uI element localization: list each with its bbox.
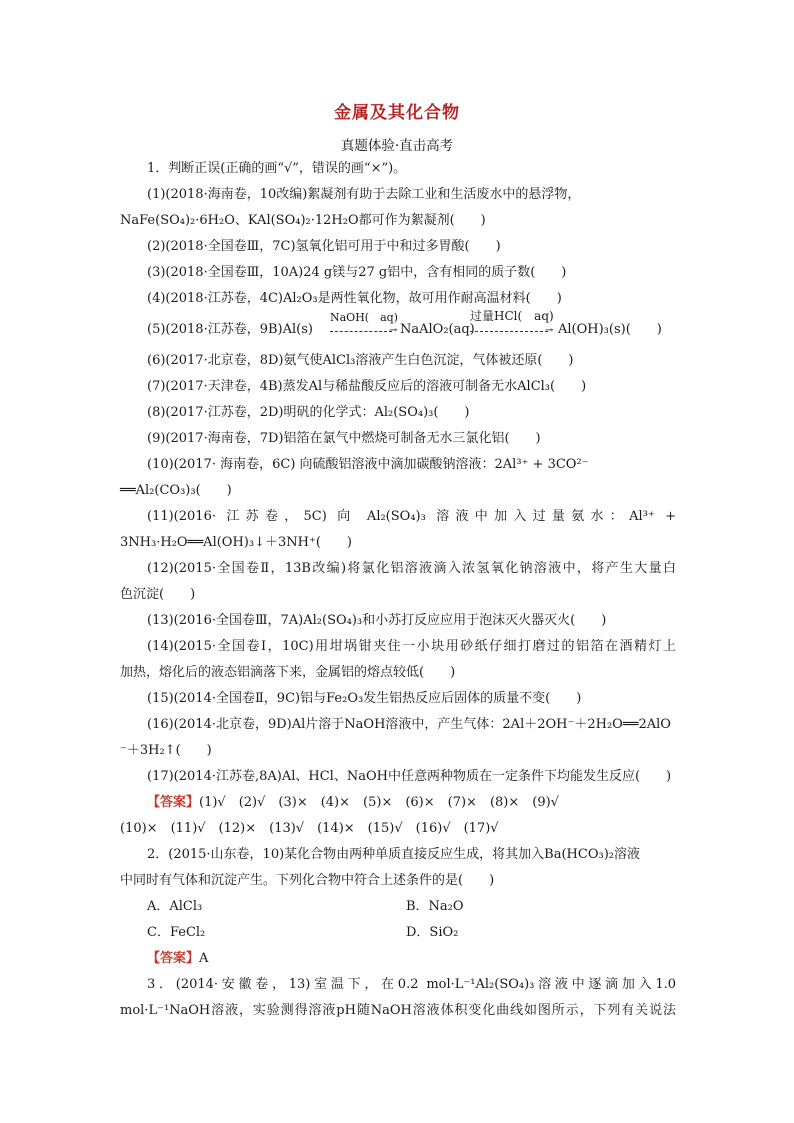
q2-option-a: A．AlCl₃ — [147, 899, 203, 914]
section-subtitle: 真题体验·直击高考 — [340, 138, 454, 154]
q1-item16-line1: (16)(2014·北京卷，9D)Al片溶于NaOH溶液中，产生气体：2Al＋2OH⁻＋2H₂O══2AlO — [147, 717, 671, 732]
q1-answer — [147, 794, 676, 812]
q2-option-c: C．FeCl₂ — [147, 925, 206, 940]
q1-item12-line1: (12)(2015·全国卷Ⅱ，13B改编)将氯化铝溶液滴入浓氢氧化钠溶液中，将产生大量白 — [147, 561, 676, 576]
q2-option-d: D．SiO₂ — [406, 925, 459, 940]
q2-stem-line2: 中同时有气体和沉淀产生。下列化合物中符合上述条件的是( ) — [120, 873, 495, 888]
q1-answer-line2: (10)× (11)√ (12)× (13)√ (14)× (15)√ (16)√ (17)√ — [120, 821, 499, 836]
q2-answer — [147, 950, 676, 968]
q1-item14-line2: 加热，熔化后的液态铝滴落下来，金属铝的熔点较低( ) — [120, 665, 456, 680]
q1-item14-line1: (14)(2015·全国卷Ⅰ，10C)用坩埚钳夹住一小块用砂纸仔细打磨过的铝箔在酒精灯上 — [147, 639, 676, 654]
q1-item17: (17)(2014·江苏卷,8A)Al、HCl、NaOH中任意两种物质在一定条件下均能发生反应( ) — [147, 769, 672, 784]
q1-item10-line1: (10)(2017· 海南卷，6C) 向硫酸铝溶液中滴加碳酸钠溶液：2Al³⁺ + 3CO²⁻ — [147, 457, 589, 472]
q1-item11-line2: 3NH₃·H₂O══Al(OH)₃↓＋3NH⁺( ) — [120, 535, 352, 550]
arrow1-label: NaOH( aq) — [330, 311, 398, 324]
arrow2-label: 过量HCl( aq) — [470, 309, 554, 323]
q2-answer-value: A — [199, 951, 209, 966]
q1-item13: (13)(2016·全国卷Ⅲ，7A)Al₂(SO₄)₃和小苏打反应应用于泡沫灭火器灭火( ) — [147, 613, 607, 628]
q1-item3: (3)(2018·全国卷Ⅲ，10A)24 g镁与27 g铝中，含有相同的质子数( ) — [147, 265, 567, 280]
q1-item9: (9)(2017·海南卷，7D)铝箔在氯气中燃烧可制备无水三氯化铝( ) — [147, 431, 541, 446]
answer-line1: (1)√ (2)√ (3)× (4)× (5)× (6)× (7)× (8)× (9)√ — [199, 795, 559, 810]
q1-item5-start: (5)(2018·江苏卷，9B)Al(s) — [147, 322, 313, 337]
answer-label: 【答案】 — [147, 951, 200, 966]
arrow1-head-icon: → — [389, 325, 398, 336]
q1-item7: (7)(2017·天津卷，4B)蒸发Al与稀盐酸反应后的溶液可制备无水AlCl₃( ) — [147, 379, 587, 394]
q1-item15: (15)(2014·全国卷Ⅱ，9C)铝与Fe₂O₃发生铝热反应后固体的质量不变( ) — [147, 691, 582, 706]
q1-item1-line1: (1)(2018·海南卷，10改编)絮凝剂有助于去除工业和生活废水中的悬浮物， — [147, 187, 581, 202]
q1-item5-end: Al(OH)₃(s)( ) — [558, 322, 662, 337]
q1-item8: (8)(2017·江苏卷，2D)明矾的化学式：Al₂(SO₄)₃( ) — [147, 405, 470, 420]
q1-item6: (6)(2017·北京卷，8D)氨气使AlCl₃溶液产生白色沉淀，气体被还原( ) — [147, 353, 574, 368]
q1-item12-line2: 色沉淀( ) — [120, 587, 196, 602]
arrow2-line — [470, 331, 548, 332]
q1-item2: (2)(2018·全国卷Ⅲ，7C)氢氧化铝可用于中和过多胃酸( ) — [147, 239, 501, 254]
q3-stem-line2: mol·L⁻¹NaOH溶液，实验测得溶液pH随NaOH溶液体积变化曲线如图所示，下列有关说法 — [120, 1003, 676, 1018]
q2-option-b: B．Na₂O — [406, 899, 464, 914]
q1-item11-line1: (11)(2016· 江苏卷，5C) 向 Al₂(SO₄)₃ 溶液中加入过量氨水：Al³⁺ + — [147, 509, 676, 524]
arrow2-head-icon: → — [545, 325, 554, 336]
q3-stem-line1: 3．(2014·安徽卷，13)室温下，在0.2 mol·L⁻¹Al₂(SO₄)₃溶液中逐滴加入1.0 — [147, 977, 676, 992]
q2-stem-line1: 2．(2015·山东卷，10)某化合物由两种单质直接反应生成，将其加入Ba(HCO₃)₂溶液 — [147, 847, 640, 862]
q1-item1-line2: NaFe(SO₄)₂·6H₂O、KAl(SO₄)₂·12H₂O都可作为絮凝剂( ) — [120, 213, 486, 228]
q1-item5-mid: NaAlO₂(aq) — [400, 322, 475, 337]
answer-label: 【答案】 — [147, 795, 200, 810]
arrow1-line — [330, 331, 392, 332]
q1-item4: (4)(2018·江苏卷，4C)Al₂O₃是两性氧化物，故可用作耐高温材料( ) — [147, 291, 562, 306]
q1-intro: 1．判断正误(正确的画“√”，错误的画“×”)。 — [147, 161, 407, 176]
page-title: 金属及其化合物 — [334, 103, 460, 123]
q1-item10-line2: ══Al₂(CO₃)₃( ) — [120, 483, 232, 498]
q1-item16-line2: ⁻＋3H₂↑( ) — [120, 743, 212, 758]
